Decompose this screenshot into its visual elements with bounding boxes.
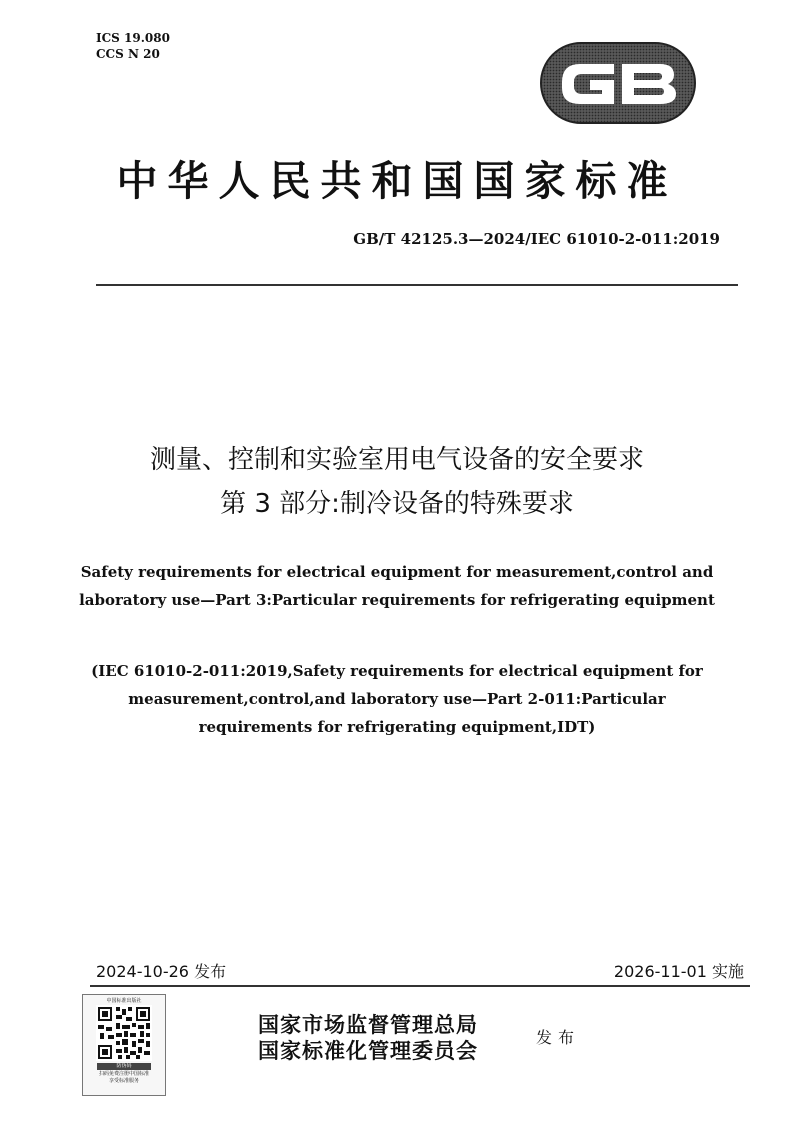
bottom-divider (90, 985, 750, 987)
qr-caption (87, 1063, 161, 1085)
chinese-title-line1: 测量、控制和实验室用电气设备的安全要求 (149, 445, 644, 475)
ics-code: ICS 19.080 (96, 31, 170, 45)
issue-date: 2024-10-26 发布 (96, 962, 227, 981)
iec-note-line1: (IEC 61010-2-011:2019,Safety requirements for electrical equipment for (91, 662, 703, 680)
english-title-line2: laboratory use—Part 3:Particular requirements for refrigerating equipment (79, 591, 715, 609)
qr-caption-line3: 享受标准服务 (108, 1078, 139, 1084)
ccs-code: CCS N 20 (96, 47, 160, 61)
national-standard-title: 中华人民共和国国家标准 (116, 157, 678, 205)
qr-caption-line2: 扫码免费注册中国标准 (98, 1071, 149, 1077)
qr-code-icon[interactable] (96, 1005, 152, 1061)
top-divider (96, 284, 738, 286)
qr-header: 中国标准出版社 (106, 998, 142, 1004)
implementation-date: 2026-11-01 实施 (613, 962, 744, 981)
publisher-samr: 国家市场监督管理总局 (258, 1012, 478, 1037)
gb-emblem-icon (540, 42, 696, 124)
classification-codes (96, 30, 170, 62)
chinese-title (0, 438, 794, 526)
anti-counterfeit-label (82, 994, 166, 1096)
iec-equivalence-note (60, 657, 734, 741)
english-title-line1: Safety requirements for electrical equipment for measurement,control and (80, 563, 714, 581)
publishing-authorities (258, 1012, 478, 1064)
publisher-sac: 国家标准化管理委员会 (258, 1038, 478, 1063)
chinese-title-line2: 第 3 部分:制冷设备的特殊要求 (220, 489, 574, 519)
standard-number: GB/T 42125.3—2024/IEC 61010-2-011:2019 (353, 230, 720, 248)
qr-caption-badge: 防伪码 (97, 1063, 151, 1070)
english-title (60, 558, 734, 614)
iec-note-line2: measurement,control,and laboratory use—Part 2-011:Particular (128, 690, 666, 708)
publish-label: 发布 (536, 1028, 581, 1047)
iec-note-line3: requirements for refrigerating equipment,IDT) (198, 718, 596, 736)
